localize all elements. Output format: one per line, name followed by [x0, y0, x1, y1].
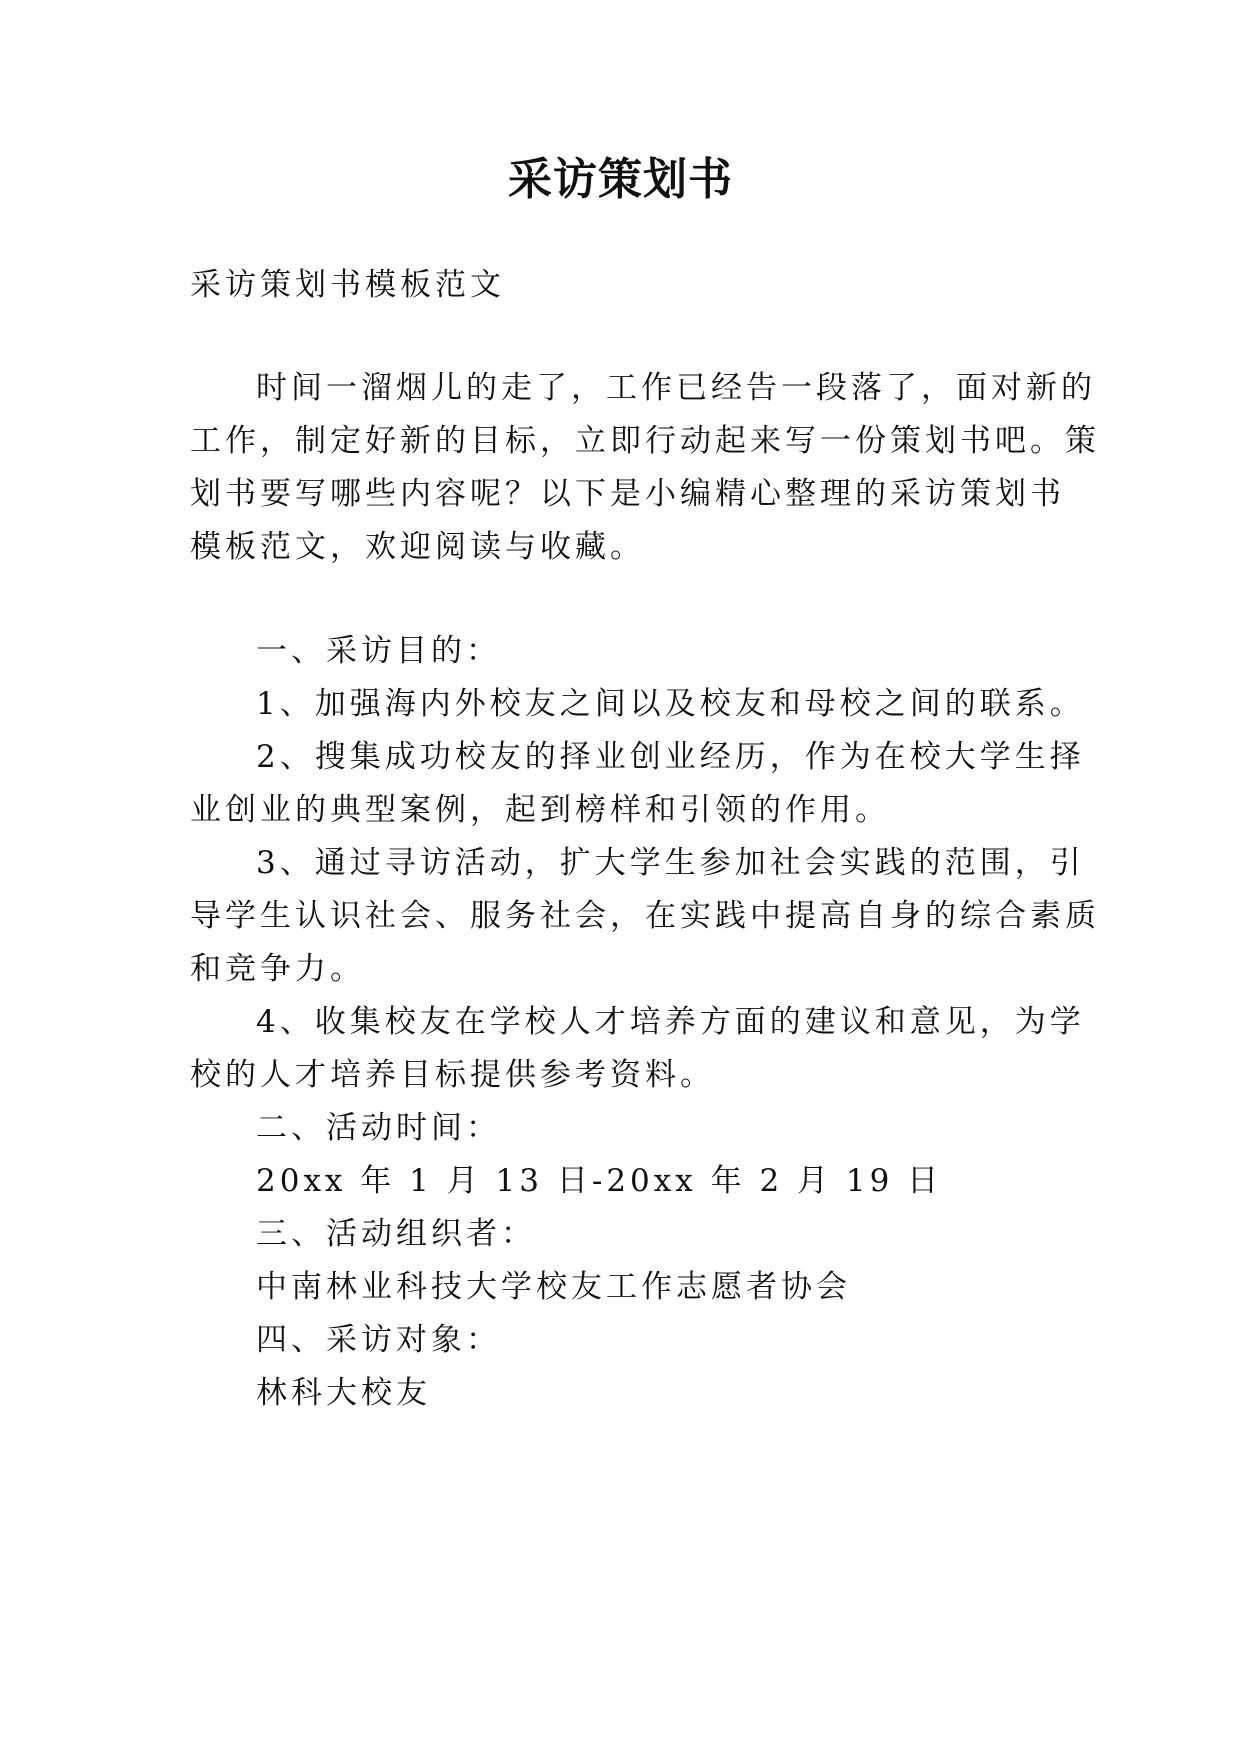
- section-heading-purpose: 一、采访目的：: [256, 633, 501, 669]
- purpose-item-4-line-2: 校的人才培养目标提供参考资料。: [190, 1057, 715, 1093]
- intro-line-2: 工作，制定好新的目标，立即行动起来写一份策划书吧。策: [190, 423, 1100, 459]
- section-heading-time: 二、活动时间：: [256, 1110, 501, 1146]
- document-subtitle: 采访策划书模板范文: [190, 267, 505, 303]
- purpose-item-4-line-1: 4、收集校友在学校人才培养方面的建议和意见，为学: [256, 1004, 1085, 1040]
- section-heading-interviewees: 四、采访对象：: [256, 1322, 501, 1358]
- document-title: 采访策划书: [508, 154, 733, 205]
- purpose-item-3-line-3: 和竞争力。: [190, 951, 365, 987]
- activity-time-value: 20xx 年 1 月 13 日-20xx 年 2 月 19 日: [256, 1163, 943, 1199]
- purpose-item-3-line-1: 3、通过寻访活动，扩大学生参加社会实践的范围，引: [256, 845, 1085, 881]
- purpose-item-3-line-2: 导学生认识社会、服务社会，在实践中提高自身的综合素质: [190, 898, 1100, 934]
- organizer-value: 中南林业科技大学校友工作志愿者协会: [256, 1269, 851, 1305]
- purpose-item-2-line-1: 2、搜集成功校友的择业创业经历，作为在校大学生择: [256, 739, 1085, 775]
- interviewees-value: 林科大校友: [256, 1375, 431, 1411]
- intro-line-4: 模板范文，欢迎阅读与收藏。: [190, 529, 645, 565]
- intro-line-1: 时间一溜烟儿的走了，工作已经告一段落了，面对新的: [256, 370, 1096, 406]
- section-heading-organizer: 三、活动组织者：: [256, 1216, 536, 1252]
- purpose-item-1: 1、加强海内外校友之间以及校友和母校之间的联系。: [256, 686, 1085, 722]
- purpose-item-2-line-2: 业创业的典型案例，起到榜样和引领的作用。: [190, 792, 890, 828]
- intro-line-3: 划书要写哪些内容呢？以下是小编精心整理的采访策划书: [190, 476, 1065, 512]
